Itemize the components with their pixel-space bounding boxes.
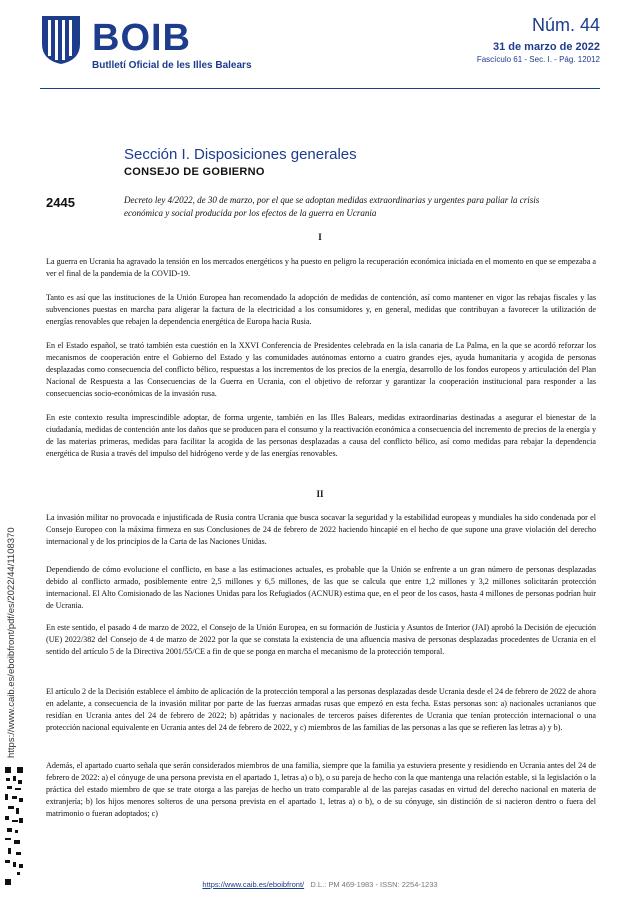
heading-roman-2: II bbox=[316, 489, 324, 499]
issue-date: 31 de marzo de 2022 bbox=[492, 41, 600, 53]
issue-number: Núm. 44 bbox=[531, 15, 600, 35]
paragraph-8: El artículo 2 de la Decisión establece el ámbito de aplicación de la protección temporal a las personas desplazadas desde Ucrania desde el 24 de febrero de 2022 de ahora en adelante, a consecuencia de la invasión militar por parte de las fuerzas armadas rusas que empezó en esta fecha. Estas personas son: a) nacionales ucranianos que residían en Ucrania antes del 24 de febrero de 2022; b) apátridas y nacionales de terceros países diferentes de Ucrania que tenían protección internacional o una protección nacional equivalente en Ucrania antes del 24 de febrero de 2022, y c) miembros de las familias de las personas a las que se refieren las letras a) y b). bbox=[46, 687, 596, 732]
section-title: Sección I. Disposiciones generales bbox=[124, 146, 357, 163]
issue-info bbox=[477, 14, 600, 66]
page-header bbox=[40, 14, 600, 84]
paragraph-2: Tanto es así que las instituciones de la Unión Europea han recomendado la adopción de medidas de contención, así como mantener en vigor las rebajas fiscales y las subvenciones puestas en marcha para aligerar la factura de la electricidad a los consumidores y, en general, medidas que contribuyan a favorecer la utilización de energías renovables que rebajen la dependencia energética de Europa hacia Rusia. bbox=[46, 293, 596, 326]
brand-subtitle: Butlletí Oficial de les Illes Balears bbox=[92, 60, 252, 71]
header-divider bbox=[40, 88, 600, 89]
paragraph-6: Dependiendo de cómo evolucione el conflicto, en base a las estimaciones actuales, es probable que la Unión se enfrente a un gran número de personas desplazadas debido al conflicto armado, posiblemente entre 2,5 millones y 6,5 millones, de las que se calcula que entre 1,2 millones y 3,2 millones solicitarán protección internacional. El Alto Comisionado de las Naciones Unidas para los Refugiados (ACNUR) estima que, en el peor de los casos, hasta 4 millones de personas podrían huir de Ucrania. bbox=[46, 565, 596, 610]
verification-url[interactable]: https://www.caib.es/eboibfront/pdf/es/2022/44/1108370 bbox=[6, 527, 17, 758]
paragraph-4: En este contexto resulta imprescindible adoptar, de forma urgente, también en las Illes Balears, medidas extraordinarias destinadas a asegurar el bienestar de la ciudadanía, medidas de contención ante los daños que se producen para el consumo y la reactivación económica a consecuencia del incremento de precios de la energía y de las materias primeras, medidas para facilitar la acogida de las personas desplazadas a causa del conflicto bélico, así como medidas para rebajar la dependencia energética de Rusia a través del impulso del hidrógeno verde y de las energías renovables. bbox=[46, 413, 596, 458]
page-footer bbox=[0, 880, 640, 889]
footer-link[interactable]: https://www.caib.es/eboibfront/ bbox=[202, 880, 305, 889]
heading-roman-1: I bbox=[318, 232, 322, 242]
decree-title: Decreto ley 4/2022, de 30 de marzo, por el que se adoptan medidas extraordinarias y urgentes para paliar la crisis económica y social producida por los efectos de la guerra en Ucrania bbox=[124, 195, 540, 218]
paragraph-5: La invasión militar no provocada e injustificada de Rusia contra Ucrania que busca socavar la seguridad y la estabilidad europeas y mundiales ha sido condenada por el Consejo Europeo con la máxima firmeza en sus Conclusiones de 24 de febrero de 2022 haciendo hincapié en el hecho de que supone una grave violación del derecho internacional y de los principios de la Carta de las Naciones Unidas. bbox=[46, 513, 596, 546]
decree-number: 2445 bbox=[46, 195, 75, 210]
issuing-body: CONSEJO DE GOBIERNO bbox=[124, 166, 265, 178]
qr-code-icon bbox=[4, 766, 24, 886]
paragraph-9: Además, el apartado cuarto señala que serán considerados miembros de una familia, siempre que la familia ya estuviera presente y residiendo en Ucrania antes del 24 de febrero de 2022: a) el cónyuge de una persona prevista en el apartado 1, letras a) o b), o su pareja de hecho con la que mantenga una relación estable, si la legislación o la práctica del estado miembro de que se trate otorga a las parejas de hecho un trato comparable al de las parejas casadas en virtud del derecho nacional en materia de extranjería; b) los hijos menores solteros de una persona prevista en el apartado 1, letras a) o b), o de su cónyuge, sin distinción de si nacieron dentro o fuera del matrimonio o fueran adoptados; c) bbox=[46, 761, 596, 818]
balearic-coat-of-arms-icon bbox=[40, 14, 82, 66]
paragraph-1: La guerra en Ucrania ha agravado la tensión en los mercados energéticos y ha puesto en peligro la recuperación económica iniciada en el momento en que se empezaba a ver el final de la pandemia de la COVID-19. bbox=[46, 257, 596, 278]
brand-logo: BOIB bbox=[92, 17, 191, 59]
paragraph-3: En el Estado español, se trató también esta cuestión en la XXVI Conferencia de Presidentes celebrada en la isla canaria de La Palma, en la que se acordó reforzar los mecanismos de cooperación entre el Gobierno del Estado y las comunidades autónomas entorno a cuatro grandes ejes, ayuda humanitaria y acogida de personas desplazadas como consecuencia del conflicto bélico, respuestas a los incrementos de los precios de la energía, desarrollo de los fondos europeos y articulación del Plan Nacional de Respuesta a las Consecuencias de la Guerra en Ucrania, con el objetivo de reforzar y garantizar la cooperación institucional para responder a las consecuencias socio-económicas de la invasión rusa. bbox=[46, 341, 596, 398]
paragraph-7: En este sentido, el pasado 4 de marzo de 2022, el Consejo de la Unión Europea, en su formación de Justicia y Asuntos de Interior (JAI) aprobó la Decisión de ejecución (UE) 2022/382 del Consejo de 4 de marzo de 2022 por la que se constata la existencia de una afluencia masiva de personas desplazadas procedentes de Ucrania en el sentido del artículo 5 de la Directiva 2001/55/CE a fin de que se ponga en marcha el mecanismo de la protección temporal. bbox=[46, 623, 596, 656]
legal-deposit: D.L.: PM 469-1983 - ISSN: 2254-1233 bbox=[310, 880, 438, 889]
fascicle-info: Fascículo 61 - Sec. I. - Pág. 12012 bbox=[476, 55, 600, 64]
